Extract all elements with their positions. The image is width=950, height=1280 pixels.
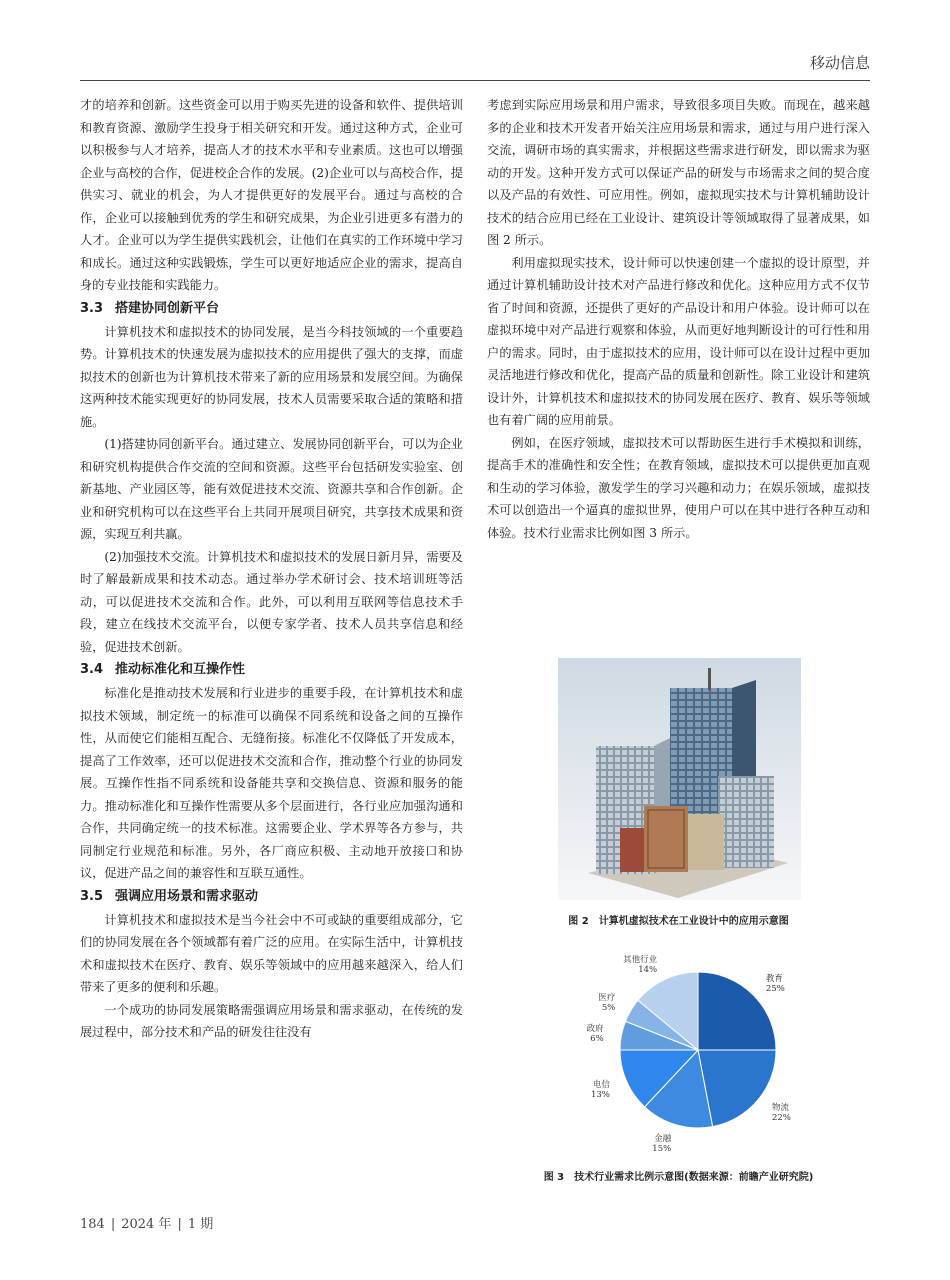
figure-2-caption: 图 2 计算机虚拟技术在工业设计中的应用示意图 xyxy=(568,916,789,927)
pie-value-3: 13% xyxy=(590,1090,610,1101)
pie-label-0: 教育 xyxy=(765,974,783,985)
paragraph: 例如，在医疗领域，虚拟技术可以帮助医生进行手术模拟和训练，提高手术的准确性和安全性；在教育领域，虚拟技术可以提供更加直观和生动的学习体验，激发学生的学习兴趣和动力；在娱乐领域，虚拟技术可以创造出一个逼真的虚拟世界，使用户可以在其中进行各种互动和体验。技术行业需求比例如图 3 所示。 xyxy=(487,435,870,540)
continued-paragraph: 考虑到实际应用场景和用户需求，导致很多项目失败。而现在，越来越多的企业和技术开发者开始关注应用场景和需求，通过与用户进行深入交流，调研市场的真实需求，并根据这些需求进行研发，即以需求为驱动的开发。这种开发方式可以保证产品的研发与市场需求之间的契合度以及产品的有效性、可应用性。例如，虚拟现实技术与计算机辅助设计技术的结合应用已经在工业设计、建筑设计等领域取得了显著成果，如图 2 所示。 xyxy=(487,98,870,247)
pie-label-4: 政府 xyxy=(586,1024,604,1035)
pie-value-5: 5% xyxy=(601,1003,616,1014)
figure-3-pie-chart xyxy=(575,955,795,1165)
footer-separator: | xyxy=(177,1217,182,1232)
paragraph: (1)搭建协同创新平台。通过建立、发展协同创新平台，可以为企业和研究机构提供合作交流的空间和资源。这些平台包括研发实验室、创新基地、产业园区等，能有效促进技术交流、资源共享和合作创新。企业和研究机构可以在这些平台上共同开展项目研究，共享技术成果和资源，实现互利共赢。 xyxy=(80,437,463,541)
section-number: 3.5 xyxy=(80,888,104,904)
pie-value-0: 25% xyxy=(765,984,785,995)
footer-separator: | xyxy=(110,1217,116,1232)
section-title: 强调应用场景和需求驱动 xyxy=(115,888,259,904)
figure-3-caption: 图 3 技术行业需求比例示意图(数据来源：前瞻产业研究院) xyxy=(543,1172,814,1183)
footer-issue: 1 期 xyxy=(187,1217,214,1232)
pie-label-6: 其他行业 xyxy=(623,955,658,966)
pie-label-3: 电信 xyxy=(592,1080,610,1091)
page-number: 184 xyxy=(80,1217,105,1232)
pie-label-1: 物流 xyxy=(771,1103,789,1114)
left-column xyxy=(80,94,463,1044)
header-rule xyxy=(80,80,870,81)
section-number: 3.4 xyxy=(80,662,104,677)
paragraph: 一个成功的协同发展策略需强调应用场景和需求驱动，在传统的发展过程中，部分技术和产品的研发往往没有 xyxy=(80,1002,463,1039)
paragraph: 标准化是推动技术发展和行业进步的重要手段，在计算机技术和虚拟技术领域，制定统一的标准可以确保不同系统和设备之间的互操作性，从而使它们能相互配合、无缝衔接。标准化不仅降低了开发成本，提高了工作效率，还可以促进技术交流和合作，推动整个行业的协同发展。互操作性指不同系统和设备能共享和交换信息、资源和服务的能力。推动标准化和互操作性需要从多个层面进行，各行业应加强沟通和合作，共同确定统一的技术标准。这需要企业、学术界等各方参与，共同制定行业规范和标准。另外，各厂商应积极、主动地开放接口和协议，促进产品之间的兼容性和互联互通性。 xyxy=(80,686,463,880)
pie-value-1: 22% xyxy=(771,1113,791,1124)
paragraph: 利用虚拟现实技术，设计师可以快速创建一个虚拟的设计原型，并通过计算机辅助设计技术对产品进行修改和优化。这种应用方式不仅节省了时间和资源，还提供了更好的产品设计和用户体验。设计师可以在虚拟环境中对产品进行观察和体验，从而更好地判断设计的可行性和用户的需求。同时，由于虚拟技术的应用，设计师可以在设计过程中更加灵活地进行修改和优化，提高产品的质量和创新性。除工业设计和建筑设计外，计算机技术和虚拟技术的协同发展在医疗、教育、娱乐等领域也有着广阔的应用前景。 xyxy=(487,255,870,427)
pie-label-2: 金融 xyxy=(654,1134,672,1145)
footer-year: 2024 年 xyxy=(121,1217,172,1232)
section-heading-3-4 xyxy=(80,659,463,681)
pie-value-6: 14% xyxy=(638,965,658,976)
right-column xyxy=(487,94,870,544)
pie-slice-0 xyxy=(698,972,776,1050)
pie-label-5: 医疗 xyxy=(598,993,616,1004)
section-title: 搭建协同创新平台 xyxy=(115,300,220,316)
journal-title: 移动信息 xyxy=(809,54,870,72)
paragraph: 计算机技术和虚拟技术是当今社会中不可或缺的重要组成部分，它们的协同发展在各个领域都有着广泛的应用。在实际生活中，计算机技术和虚拟技术在医疗、教育、娱乐等领域中的应用越来越深入，给人们带来了更多的便利和乐趣。 xyxy=(80,912,463,994)
pie-value-2: 15% xyxy=(652,1144,672,1155)
section-title: 推动标准化和互操作性 xyxy=(115,662,246,677)
section-heading-3-3 xyxy=(80,298,463,320)
pie-value-4: 6% xyxy=(590,1034,604,1045)
paragraph: 计算机技术和虚拟技术的协同发展，是当今科技领域的一个重要趋势。计算机技术的快速发展为虚拟技术的应用提供了强大的支撑，而虚拟技术的创新也为计算机技术带来了新的应用场景和发展空间。为确保这两种技术能实现更好的协同发展，技术人员需要采取合适的策略和措施。 xyxy=(80,324,463,429)
figure-2-building-render xyxy=(558,658,801,900)
page-footer xyxy=(80,1213,213,1232)
intro-paragraph: 才的培养和创新。这些资金可以用于购买先进的设备和软件、提供培训和教育资源、激励学生投身于相关研究和开发。通过这种方式，企业可以积极参与人才培养，提高人才的技术水平和专业素质。这也可以增强企业与高校的合作，促进校企合作的发展。(2)企业可以与高校合作，提供实习、就业的机会，为人才提供更好的发展平台。通过与高校的合作，企业可以接触到优秀的学生和研究成果，为企业引进更多有潜力的人才。企业可以为学生提供实践机会，让他们在真实的工作环境中学习和成长。通过这种实践锻炼，学生可以更好地适应企业的需求，提高自身的专业技能和实践能力。 xyxy=(80,98,463,292)
section-heading-3-5 xyxy=(80,886,463,908)
section-number: 3.3 xyxy=(80,300,104,316)
paragraph: (2)加强技术交流。计算机技术和虚拟技术的发展日新月异，需要及时了解最新成果和技术动态。通过举办学术研讨会、技术培训班等活动，可以促进技术交流和合作。此外，可以利用互联网等信息技术手段，建立在线技术交流平台，以便专家学者、技术人员共享信息和经验，促进技术创新。 xyxy=(80,549,463,654)
